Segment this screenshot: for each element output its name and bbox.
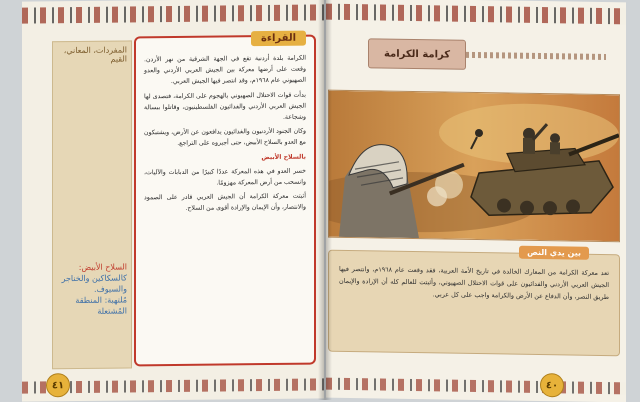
caption-text: تعد معركة الكرامة من المعارك الخالدة في تاريخ الأمة العربية، فقد وقعت عام ١٩٦٨م، وانتصر فيها الجيش العربي الأردني والفدائيون على قوات الاحتلال الصهيوني، وأثبتت للعالم كله أن الإرادة والإيمان طريق النصر، وأن الدفاع عن الأرض والكرامة واجب على كل عربي.	[339, 264, 609, 302]
margin-note-line: كالسكاكين والخناجر	[61, 273, 127, 284]
decorative-border-bottom	[326, 378, 626, 395]
reading-box	[134, 32, 316, 367]
margin-heading: المفردات، المعاني، القيم	[63, 45, 127, 64]
left-page	[22, 0, 324, 402]
margin-note-line: مُلتهبة: المنطقة المُشتعلة	[75, 295, 127, 316]
right-page	[326, 0, 626, 402]
caption-tag: بين يدي النص	[519, 246, 589, 260]
battle-scene-image	[329, 91, 619, 242]
reading-paragraph: أثبتت معركة الكرامة أن الجيش العربي قادر على الصمود والانتصار، وأن الإيمان والإرادة أقوى من السلاح.	[144, 192, 306, 213]
lesson-title: كرامة الكرامة	[368, 38, 466, 70]
reading-paragraph: وكان الجنود الأردنيون والفدائيون يدافعون عن الأرض، ويشتبكون مع العدو بالسلاح الأبيض، حتى أجبروه على التراجع.	[144, 127, 306, 148]
battle-illustration	[328, 90, 620, 243]
reading-paragraph: الكرامة بلدة أردنية تقع في الجهة الشرقية من نهر الأردن. وقعت على أرضها معركة بين الجيش العربي الأردني والعدو الصهيوني عام ١٩٦٨م، وقد انتصر فيها الجيش العربي.	[144, 54, 306, 86]
margin-column	[52, 40, 132, 369]
reading-paragraph: خسر العدو في هذه المعركة عددًا كبيرًا من الدبابات والآليات، وانسحب من أرض المعركة مهزومًا.	[144, 167, 306, 187]
page-number: ٤١	[46, 373, 70, 397]
reading-title: القراءة	[251, 31, 306, 47]
reading-highlight: بالسلاح الأبيض	[261, 153, 306, 161]
decorative-border-top	[326, 4, 626, 25]
margin-note-line: والسيوف.	[93, 284, 127, 294]
caption-box	[328, 247, 620, 357]
book-gutter	[318, 0, 332, 400]
reading-text	[144, 53, 306, 215]
decorative-border-top	[22, 4, 324, 23]
margin-note	[57, 261, 127, 317]
page-number: ٤٠	[540, 373, 564, 397]
reading-paragraph: بدأت قوات الاحتلال الصهيوني بالهجوم على الكرامة، فتصدى لها الجيش العربي الأردني والفدائيون الفلسطينيون، وقاتلوا ببسالة وشجاعة.	[144, 91, 306, 121]
title-rule	[466, 52, 606, 60]
margin-note-term: السلاح الأبيض:	[78, 262, 127, 272]
